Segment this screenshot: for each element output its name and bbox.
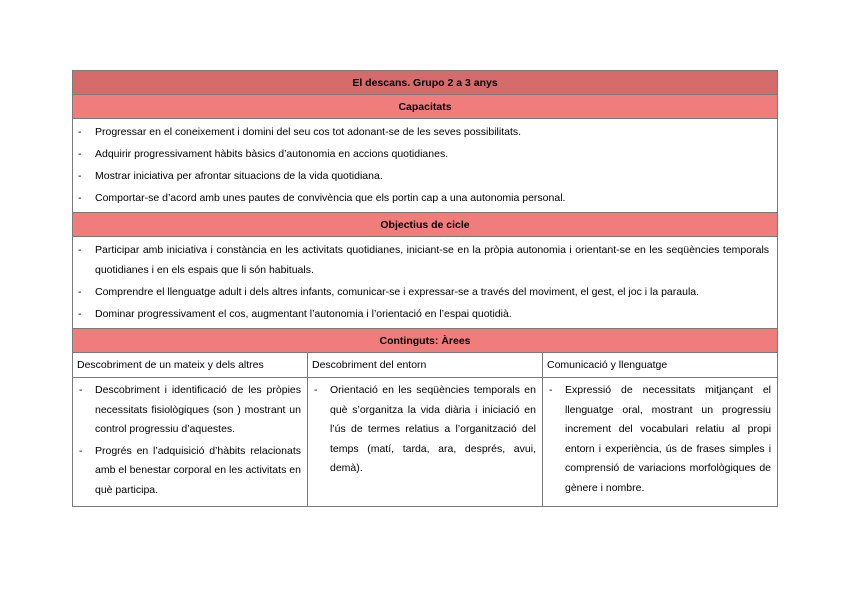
bullet-dash: - [78, 286, 82, 298]
list-item [73, 381, 307, 440]
bullet-dash: - [79, 384, 83, 396]
list-item [73, 122, 777, 142]
list-item-text: Participar amb iniciativa i constància en les activitats quotidianes, iniciant-se en la pròpia autonomia i orientant-se en les seqüències temporals quotidianes i en els espais que li són habituals. [95, 244, 770, 276]
list-item-text: Progrés en l’adquisició d’hàbits relacionats amb el benestar corporal en les activitats en què participa. [95, 444, 301, 496]
list-item-text: Descobriment i identificació de les pròpies necessitats fisiològiques (son ) mostrant un control progressiu d’aquestes. [95, 384, 301, 435]
list-item [73, 304, 777, 324]
list-item-text: Expressió de necessitats mitjançant el llenguatge oral, mostrant un progressiu increment del vocabulari relatiu al propi entorn i experiència, ús de frases simples i comprensió de variacions morfològiques de gènere i nombre. [565, 384, 772, 494]
list-item-text: Comportar-se d’acord amb unes pautes de convivència que els portin cap a una autonomia personal. [95, 192, 566, 204]
objectius-heading: Objectius de cicle [73, 213, 778, 237]
capacitats-heading: Capacitats [73, 95, 778, 119]
area-list [308, 378, 542, 485]
bullet-dash: - [78, 244, 82, 256]
continguts-heading: Continguts: Àrees [73, 329, 778, 353]
list-item [73, 188, 777, 208]
bullet-dash: - [78, 192, 82, 204]
area-heading-self: Descobriment de un mateix y dels altres [73, 353, 308, 378]
bullet-dash: - [78, 308, 82, 320]
area-heading-communication: Comunicació y llenguatge [543, 353, 778, 378]
list-item-text: Mostrar iniciativa per afrontar situacions de la vida quotidiana. [95, 170, 383, 182]
objectius-cell [73, 237, 778, 329]
area-content-environment [308, 378, 543, 507]
list-item-text: Progressar en el coneixement i domini del seu cos tot adonant-se de les seves possibilitats. [95, 126, 522, 138]
area-content-communication [543, 378, 778, 507]
list-item [73, 144, 777, 164]
capacitats-cell [73, 119, 778, 213]
list-item [543, 381, 777, 498]
list-item-text: Adquirir progressivament hàbits bàsics d’autonomia en accions quotidianes. [95, 148, 449, 160]
objectius-list [73, 237, 777, 328]
area-content-self [73, 378, 308, 507]
list-item-text: Dominar progressivament el cos, augmentant l’autonomia i l’orientació en l’espai quotidià. [95, 308, 512, 320]
capacitats-list [73, 119, 777, 212]
bullet-dash: - [79, 444, 83, 457]
list-item-text: Comprendre el llenguatge adult i dels altres infants, comunicar-se i expressar-se a través del moviment, el gest, el joc i la paraula. [95, 286, 700, 298]
list-item [73, 166, 777, 186]
area-list [73, 378, 307, 506]
lesson-table [72, 70, 778, 507]
list-item-text: Orientació en les seqüències temporals en què s’organitza la vida diària i iniciació en l’ús de termes relatius a l’organització del temps (matí, tarda, ara, després, avui, demà). [330, 384, 536, 474]
bullet-dash: - [549, 384, 553, 396]
area-heading-environment: Descobriment del entorn [308, 353, 543, 378]
list-item [73, 240, 777, 280]
list-item [308, 381, 542, 479]
bullet-dash: - [314, 384, 318, 396]
bullet-dash: - [78, 170, 82, 182]
area-list [543, 378, 777, 504]
table-title: El descans. Grupo 2 a 3 anys [73, 71, 778, 95]
list-item [73, 282, 777, 302]
bullet-dash: - [78, 126, 82, 138]
list-item [73, 442, 307, 501]
bullet-dash: - [78, 148, 82, 160]
